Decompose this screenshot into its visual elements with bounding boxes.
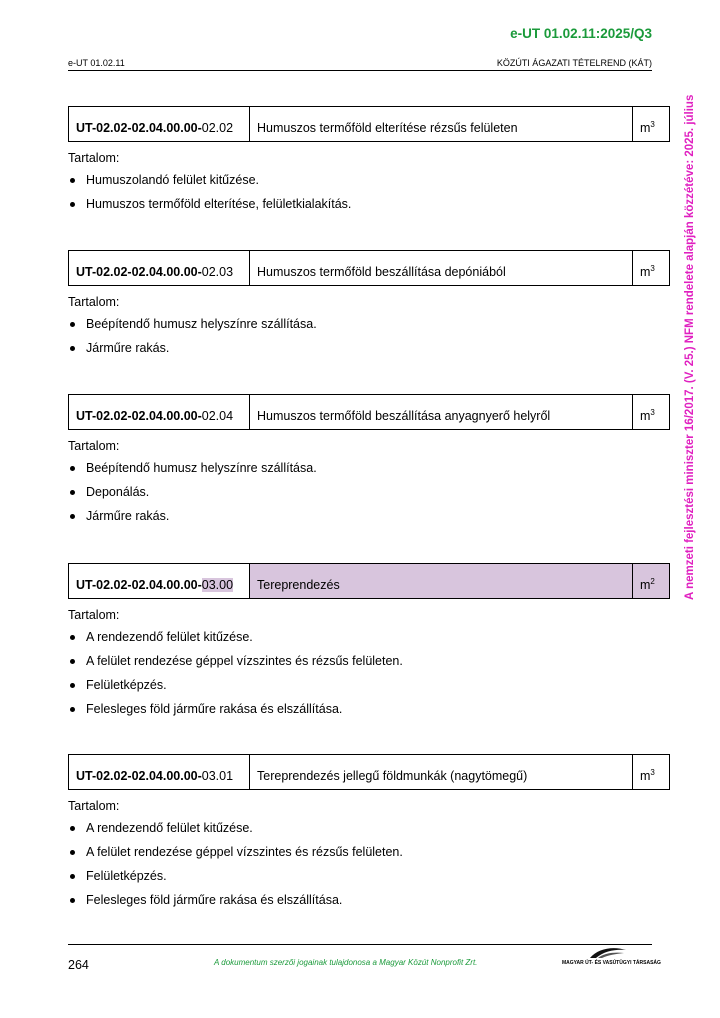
content-label: Tartalom: bbox=[68, 295, 120, 309]
content-list bbox=[68, 314, 670, 362]
list-item: A rendezendő felület kitűzése. bbox=[68, 627, 670, 651]
item-table bbox=[68, 250, 670, 286]
list-item: Járműre rakás. bbox=[68, 506, 670, 530]
item-code: UT-02.02-02.04.00.00-02.02 bbox=[69, 107, 250, 142]
company-logo bbox=[562, 946, 661, 970]
content-label: Tartalom: bbox=[68, 799, 120, 813]
list-item: Felesleges föld járműre rakása és elszállítása. bbox=[68, 890, 670, 914]
copyright-note: A dokumentum szerzői jogainak tulajdonosa a Magyar Közút Nonprofit Zrt. bbox=[214, 958, 478, 967]
list-item: Felesleges föld járműre rakása és elszállítása. bbox=[68, 699, 670, 723]
item-block bbox=[68, 394, 670, 530]
document-code: e-UT 01.02.11:2025/Q3 bbox=[510, 26, 652, 41]
content-list bbox=[68, 458, 670, 530]
content-label: Tartalom: bbox=[68, 151, 120, 165]
item-block bbox=[68, 250, 670, 362]
item-unit: $m^3$ bbox=[633, 251, 670, 286]
item-table bbox=[68, 563, 670, 599]
side-publication-note: A nemzeti fejlesztési miniszter 16/2017. (V. 25.) NFM rendelete alapján közzétéve: 2025. július bbox=[684, 95, 696, 601]
content-list bbox=[68, 627, 670, 723]
list-item: Járműre rakás. bbox=[68, 338, 670, 362]
item-code: UT-02.02-02.04.00.00-02.04 bbox=[69, 395, 250, 430]
item-code: UT-02.02-02.04.00.00-03.00 bbox=[69, 564, 250, 599]
item-code: UT-02.02-02.04.00.00-02.03 bbox=[69, 251, 250, 286]
content-label: Tartalom: bbox=[68, 439, 120, 453]
item-table bbox=[68, 754, 670, 790]
item-name: Humuszos termőföld elterítése rézsűs felületen bbox=[250, 107, 633, 142]
item-table bbox=[68, 106, 670, 142]
list-item: Deponálás. bbox=[68, 482, 670, 506]
list-item: A rendezendő felület kitűzése. bbox=[68, 818, 670, 842]
header-divider bbox=[68, 70, 652, 71]
item-code: UT-02.02-02.04.00.00-03.01 bbox=[69, 755, 250, 790]
page-number: 264 bbox=[68, 958, 89, 972]
item-name: Tereprendezés jellegű földmunkák (nagytömegű) bbox=[250, 755, 633, 790]
content-list bbox=[68, 170, 670, 218]
footer-divider bbox=[68, 944, 652, 945]
content-label: Tartalom: bbox=[68, 608, 120, 622]
item-block bbox=[68, 754, 670, 914]
logo-text: MAGYAR ÚT- ÉS VASÚTÜGYI TÁRSASÁG bbox=[562, 960, 661, 966]
item-unit: $m^3$ bbox=[633, 395, 670, 430]
item-unit: $m^2$ bbox=[633, 564, 670, 599]
list-item: Humuszolandó felület kitűzése. bbox=[68, 170, 670, 194]
item-table bbox=[68, 394, 670, 430]
item-unit: $m^3$ bbox=[633, 107, 670, 142]
item-name: Humuszos termőföld beszállítása anyagnyerő helyről bbox=[250, 395, 633, 430]
content-list bbox=[68, 818, 670, 914]
item-unit: $m^3$ bbox=[633, 755, 670, 790]
list-item: Humuszos termőföld elterítése, felületkialakítás. bbox=[68, 194, 670, 218]
list-item: Felületképzés. bbox=[68, 866, 670, 890]
item-block-highlighted bbox=[68, 563, 670, 723]
item-name: Humuszos termőföld beszállítása depóniából bbox=[250, 251, 633, 286]
item-block bbox=[68, 106, 670, 218]
list-item: A felület rendezése géppel vízszintes és rézsűs felületen. bbox=[68, 842, 670, 866]
header-right: KÖZÚTI ÁGAZATI TÉTELREND (KÁT) bbox=[496, 58, 652, 68]
list-item: Beépítendő humusz helyszínre szállítása. bbox=[68, 458, 670, 482]
list-item: Felületképzés. bbox=[68, 675, 670, 699]
logo-swoosh-icon bbox=[588, 946, 628, 960]
list-item: Beépítendő humusz helyszínre szállítása. bbox=[68, 314, 670, 338]
list-item: A felület rendezése géppel vízszintes és rézsűs felületen. bbox=[68, 651, 670, 675]
item-name: Tereprendezés bbox=[250, 564, 633, 599]
header-left: e-UT 01.02.11 bbox=[68, 58, 125, 68]
